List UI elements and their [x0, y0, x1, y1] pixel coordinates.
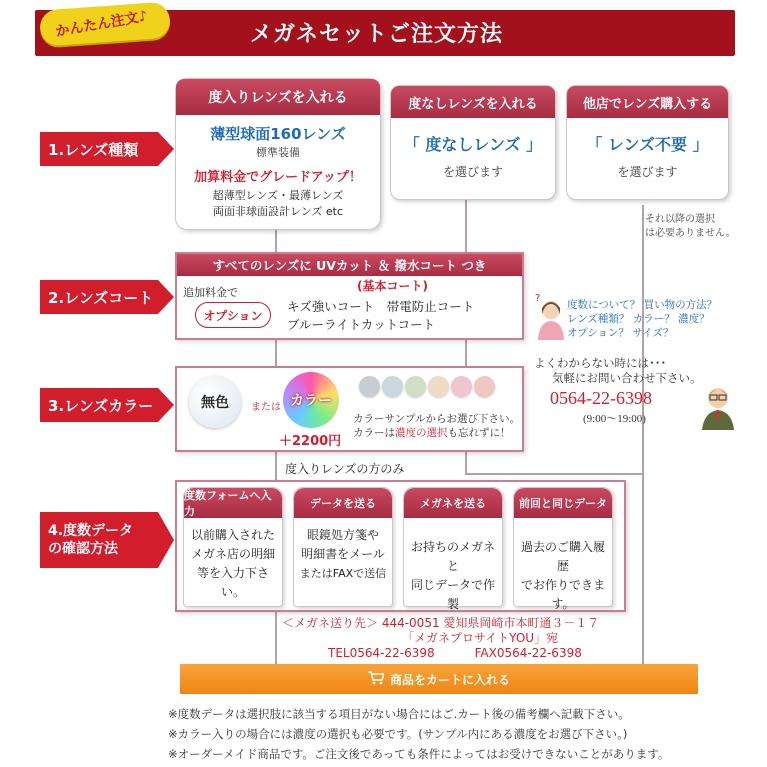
staff-illustration	[700, 382, 736, 430]
color-swatches	[359, 376, 495, 397]
lens-main: 「 レンズ不要 」	[586, 135, 709, 154]
page-title: メガネセットご注文方法	[250, 22, 504, 47]
phone-number[interactable]: 0564-22-6398	[550, 388, 652, 408]
method-send-glasses[interactable]: メガネを送る お持ちのメガネと 同じデータで作製	[403, 487, 503, 607]
lens-option-head: 度入りレンズを入れる	[176, 79, 380, 115]
lens-sub: を選びます	[442, 165, 503, 179]
connector-line	[275, 612, 277, 664]
extra-fee-label: 追加料金で	[183, 286, 238, 299]
lens-option-prescription[interactable]	[175, 78, 381, 230]
connector-line	[465, 452, 467, 474]
method-send-data[interactable]: データを送る 眼鏡処方箋や 明細書をメール またはFAXで送信	[293, 487, 393, 607]
lens-option-head: 他店でレンズ購入する	[567, 86, 728, 118]
lens-main: 薄型球面160レンズ	[210, 125, 346, 143]
color-swatch[interactable]	[359, 376, 380, 397]
connector-line	[465, 338, 467, 368]
easy-order-badge: かんたん注文♪	[39, 2, 171, 47]
footnotes: ※度数データは選択肢に該当する項目がない場合にはご.カート後の備考欄へ記載下さい。 ※カラー入りの場合には濃度の選択も必要です。(サンプル内にある濃度をお選び下さい。) ※オーダーメイド商品です。ご注文後であっても条件によってはお受けできないことがあります。	[168, 707, 670, 761]
business-hours: (9:00～19:00)	[583, 413, 646, 425]
svg-text:?: ?	[535, 293, 541, 304]
cart-icon	[368, 671, 384, 688]
color-panel	[175, 366, 524, 452]
connector-line	[642, 475, 644, 665]
color-lens-option[interactable]: カラー	[283, 372, 339, 428]
basic-coat-label: (基本コート)	[357, 279, 428, 293]
lens-option-head: 度なしレンズを入れる	[391, 86, 555, 118]
color-swatch[interactable]	[474, 376, 495, 397]
connector-line	[642, 205, 644, 475]
method-form[interactable]: 度数フォームへ入力 以前購入された メガネ店の明細 等を入力下さい。	[183, 487, 283, 607]
connector-line	[275, 452, 277, 482]
connector-line	[275, 338, 277, 368]
lens-detail: 両面非球面設計レンズ etc	[212, 205, 344, 218]
connector-line	[275, 228, 277, 254]
color-swatch[interactable]	[428, 376, 449, 397]
color-swatch[interactable]	[382, 376, 403, 397]
color-notes: カラーサンプルからお選び下さい。 カラーは濃度の選択も忘れずに！	[353, 413, 521, 439]
lens-detail: 超薄型レンズ・最薄レンズ	[212, 189, 344, 202]
add-to-cart-button[interactable]: 商品をカートに入れる	[180, 664, 698, 694]
color-swatch[interactable]	[451, 376, 472, 397]
connector-line	[465, 200, 467, 254]
step-2-label: 2.レンズコート	[40, 280, 158, 314]
lens-sub: 標準装備	[256, 146, 300, 159]
clear-lens-option[interactable]: 無色	[189, 376, 241, 428]
upgrade-text: 加算料金でグレードアップ！	[194, 170, 362, 185]
color-price: ＋2200円	[279, 434, 342, 449]
shipping-address: ＜メガネ送り先＞ 444-0051 愛知県岡崎市本町通３－１７ 「メガネプロサイトYOU」宛 TEL0564-22-6398 FAX0564-22-6398	[282, 616, 600, 660]
lens-main: 「 度なしレンズ 」	[403, 135, 543, 154]
prescription-only-label: 度入りレンズの方のみ	[285, 462, 405, 476]
thinking-woman-illustration	[533, 292, 565, 340]
method-panel	[175, 480, 626, 612]
coating-head: すべてのレンズに UVカット ＆ 撥水コート つき	[177, 254, 522, 276]
lens-option-none[interactable]	[566, 85, 729, 200]
step-1-label: 1.レンズ種類	[40, 132, 158, 166]
connector-line	[465, 473, 644, 475]
lens-option-plain[interactable]	[390, 85, 556, 200]
or-label: または	[251, 402, 281, 413]
color-swatch[interactable]	[405, 376, 426, 397]
coating-options: キズ強いコート 帯電防止コート ブルーライトカットコート	[287, 299, 475, 332]
coating-panel	[175, 252, 524, 340]
option-badge: オプション	[195, 302, 271, 328]
lens-sub: を選びます	[617, 165, 678, 179]
step-3-label: 3.レンズカラー	[40, 388, 158, 422]
contact-text: よくわからない時には･･･ 気軽にお問い合わせ下さい。	[534, 356, 702, 385]
method-same-data[interactable]: 前回と同じデータ 過去のご購入履歴 でお作りできます。	[513, 487, 613, 607]
step-4-label: 4.度数データ の確認方法	[40, 512, 158, 568]
skip-note: それ以降の選択 は必要ありません。	[645, 214, 736, 239]
faq-questions: 度数について？ 買い物の方法？ レンズ種類？ カラー？ 濃度？ オプション？ サイズ？	[567, 299, 718, 339]
